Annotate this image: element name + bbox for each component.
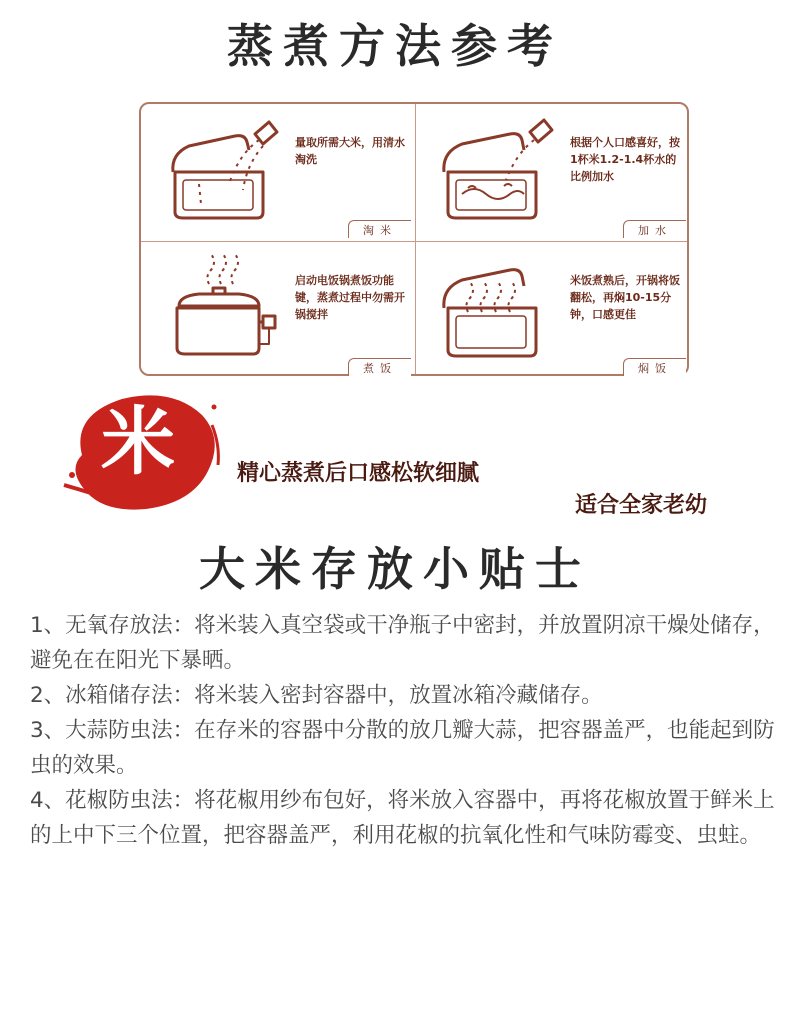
cooking-method-title: 蒸煮方法参考 bbox=[227, 19, 563, 73]
step-description: 启动电饭锅煮饭功能键，蒸煮过程中勿需开锅搅拌 bbox=[295, 274, 405, 321]
step-description: 米饭煮熟后，开锅将饭翻松，再焖10-15分钟，口感更佳 bbox=[570, 274, 680, 321]
step-tag: 加水 bbox=[623, 220, 686, 238]
tip-item: 1、无氧存放法：将米装入真空袋或干净瓶子中密封，并放置阴凉干燥处储存，避免在在阳光下暴晒。 bbox=[30, 613, 775, 673]
rice-badge-character: 米 bbox=[101, 399, 175, 485]
storage-tips-title: 大米存放小贴士 bbox=[199, 542, 591, 596]
step-tag: 焖饭 bbox=[623, 358, 686, 376]
tip-item: 2、冰箱储存法：将米装入密封容器中，放置冰箱冷藏储存。 bbox=[30, 683, 603, 708]
slogan-line-2: 适合全家老幼 bbox=[575, 492, 708, 518]
step-description: 量取所需大米，用清水淘洗 bbox=[295, 136, 405, 166]
cooking-steps-panel bbox=[139, 102, 689, 376]
rice-cooker-pour-rice-icon bbox=[159, 114, 279, 224]
step-wash-rice bbox=[141, 104, 415, 241]
rice-cooker-steaming-icon bbox=[159, 252, 279, 362]
tip-item: 4、花椒防虫法：将花椒用纱布包好，将米放入容器中，再将花椒放置于鲜米上的上中下三个位置，把容器盖严，利用花椒的抗氧化性和气味防霉变、虫蛀。 bbox=[30, 788, 775, 848]
rice-cooker-add-water-icon bbox=[434, 114, 554, 224]
step-description: 根据个人口感喜好，按1杯米1.2-1.4杯水的比例加水 bbox=[570, 136, 680, 183]
rice-cooker-open-steam-icon bbox=[434, 252, 554, 362]
step-tag: 煮饭 bbox=[348, 358, 411, 376]
step-cook-rice bbox=[141, 242, 415, 379]
step-tag: 淘米 bbox=[348, 220, 411, 238]
storage-tips-list bbox=[30, 608, 780, 853]
step-rest-rice bbox=[416, 242, 690, 379]
tip-item: 3、大蒜防虫法：在存米的容器中分散的放几瓣大蒜，把容器盖严，也能起到防虫的效果。 bbox=[30, 718, 775, 778]
slogan-line-1: 精心蒸煮后口感松软细腻 bbox=[237, 460, 480, 486]
step-add-water bbox=[416, 104, 690, 241]
